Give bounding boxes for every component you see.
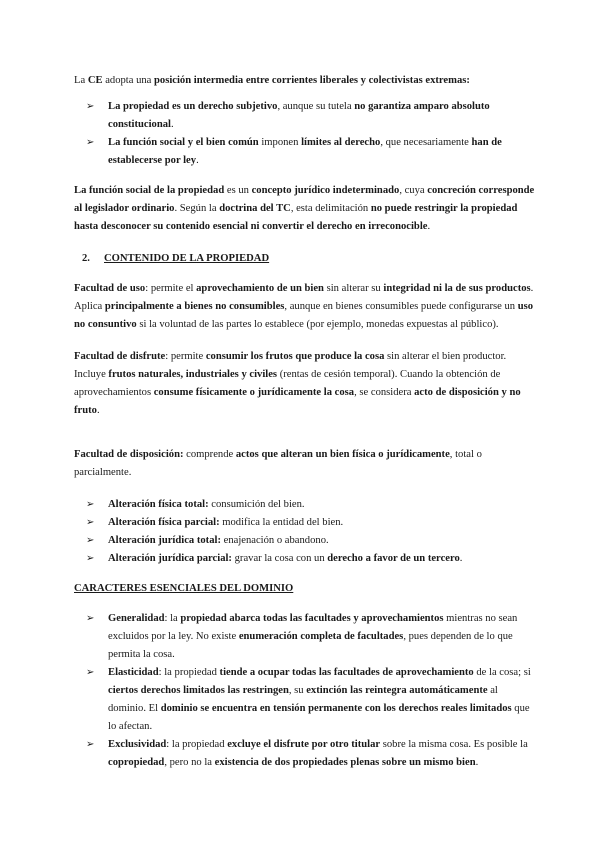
arrow-bullet-icon: ➢ — [86, 517, 95, 528]
arrow-bullet-icon: ➢ — [86, 739, 95, 750]
list-item: ➢ Exclusividad: la propiedad excluye el disfrute por otro titular sobre la misma cosa. Es posible la copropiedad, pero no la existencia de dos propiedades plenas sobre un mismo bien. — [108, 736, 536, 772]
list-item: ➢ Alteración física total: consumición del bien. — [108, 496, 536, 514]
funcion-social-paragraph: La función social de la propiedad es un concepto jurídico indeterminado, cuya concreción corresponde al legislador ordinario. Según la doctrina del TC, esta delimitación no puede restringir la propiedad hasta desconocer su contenido esencial ni convertir el derecho en irreconocible. — [74, 185, 535, 232]
arrow-bullet-icon: ➢ — [86, 667, 95, 678]
list-item: ➢ Elasticidad: la propiedad tiende a ocupar todas las facultades de aprovechamiento de la cosa; si ciertos derechos limitados las restringen, su extinción las reintegra automáticamente al dominio. El dominio se encuentra en tensión permanente con los derechos reales limitados que lo afectan. — [108, 664, 536, 736]
list-item: ➢ La función social y el bien común imponen límites al derecho, que necesariamente han de establecerse por ley. — [108, 134, 536, 170]
list-item: ➢ La propiedad es un derecho subjetivo, aunque su tutela no garantiza amparo absoluto constitucional. — [108, 98, 536, 134]
bullet-list-ce — [74, 98, 536, 170]
bullet-list-caracteres — [74, 610, 536, 772]
spacer — [74, 434, 536, 446]
bullet-list-alteraciones — [74, 496, 536, 568]
facultad-uso-paragraph: Facultad de uso: permite el aprovechamiento de un bien sin alterar su integridad ni la de sus productos. Aplica principalmente a bienes no consumibles, aunque en bienes consumibles puede configurarse un uso no consuntivo si la voluntad de las partes lo establece (por ejemplo, monedas expuestas al público). — [74, 283, 534, 330]
section-heading-caracteres: CARACTERES ESENCIALES DEL DOMINIO — [74, 583, 294, 594]
list-item: ➢ Generalidad: la propiedad abarca todas las facultades y aprovechamientos mientras no sean excluidos por la ley. No existe enumeración completa de facultades, pues dependen de lo que permita la cosa. — [108, 610, 536, 664]
arrow-bullet-icon: ➢ — [86, 499, 95, 510]
arrow-bullet-icon: ➢ — [86, 137, 95, 148]
arrow-bullet-icon: ➢ — [86, 535, 95, 546]
intro-paragraph: La CE adopta una posición intermedia entre corrientes liberales y colectivistas extremas: — [74, 75, 470, 86]
section-heading-contenido: 2. CONTENIDO DE LA PROPIEDAD — [82, 253, 270, 264]
list-item: ➢ Alteración jurídica parcial: gravar la cosa con un derecho a favor de un tercero. — [108, 550, 536, 568]
arrow-bullet-icon: ➢ — [86, 613, 95, 624]
list-item: ➢ Alteración jurídica total: enajenación o abandono. — [108, 532, 536, 550]
arrow-bullet-icon: ➢ — [86, 553, 95, 564]
arrow-bullet-icon: ➢ — [86, 101, 95, 112]
list-item: ➢ Alteración física parcial: modifica la entidad del bien. — [108, 514, 536, 532]
facultad-disfrute-paragraph: Facultad de disfrute: permite consumir los frutos que produce la cosa sin alterar el bien productor. Incluye frutos naturales, industriales y civiles (rentas de cesión temporal). Cuando la obtención de aprovechamientos consume físicamente o jurídicamente la cosa, se considera acto de disposición y no fruto. — [74, 351, 521, 416]
facultad-disposicion-paragraph: Facultad de disposición: comprende actos que alteran un bien física o jurídicamente, total o parcialmente. — [74, 449, 482, 478]
